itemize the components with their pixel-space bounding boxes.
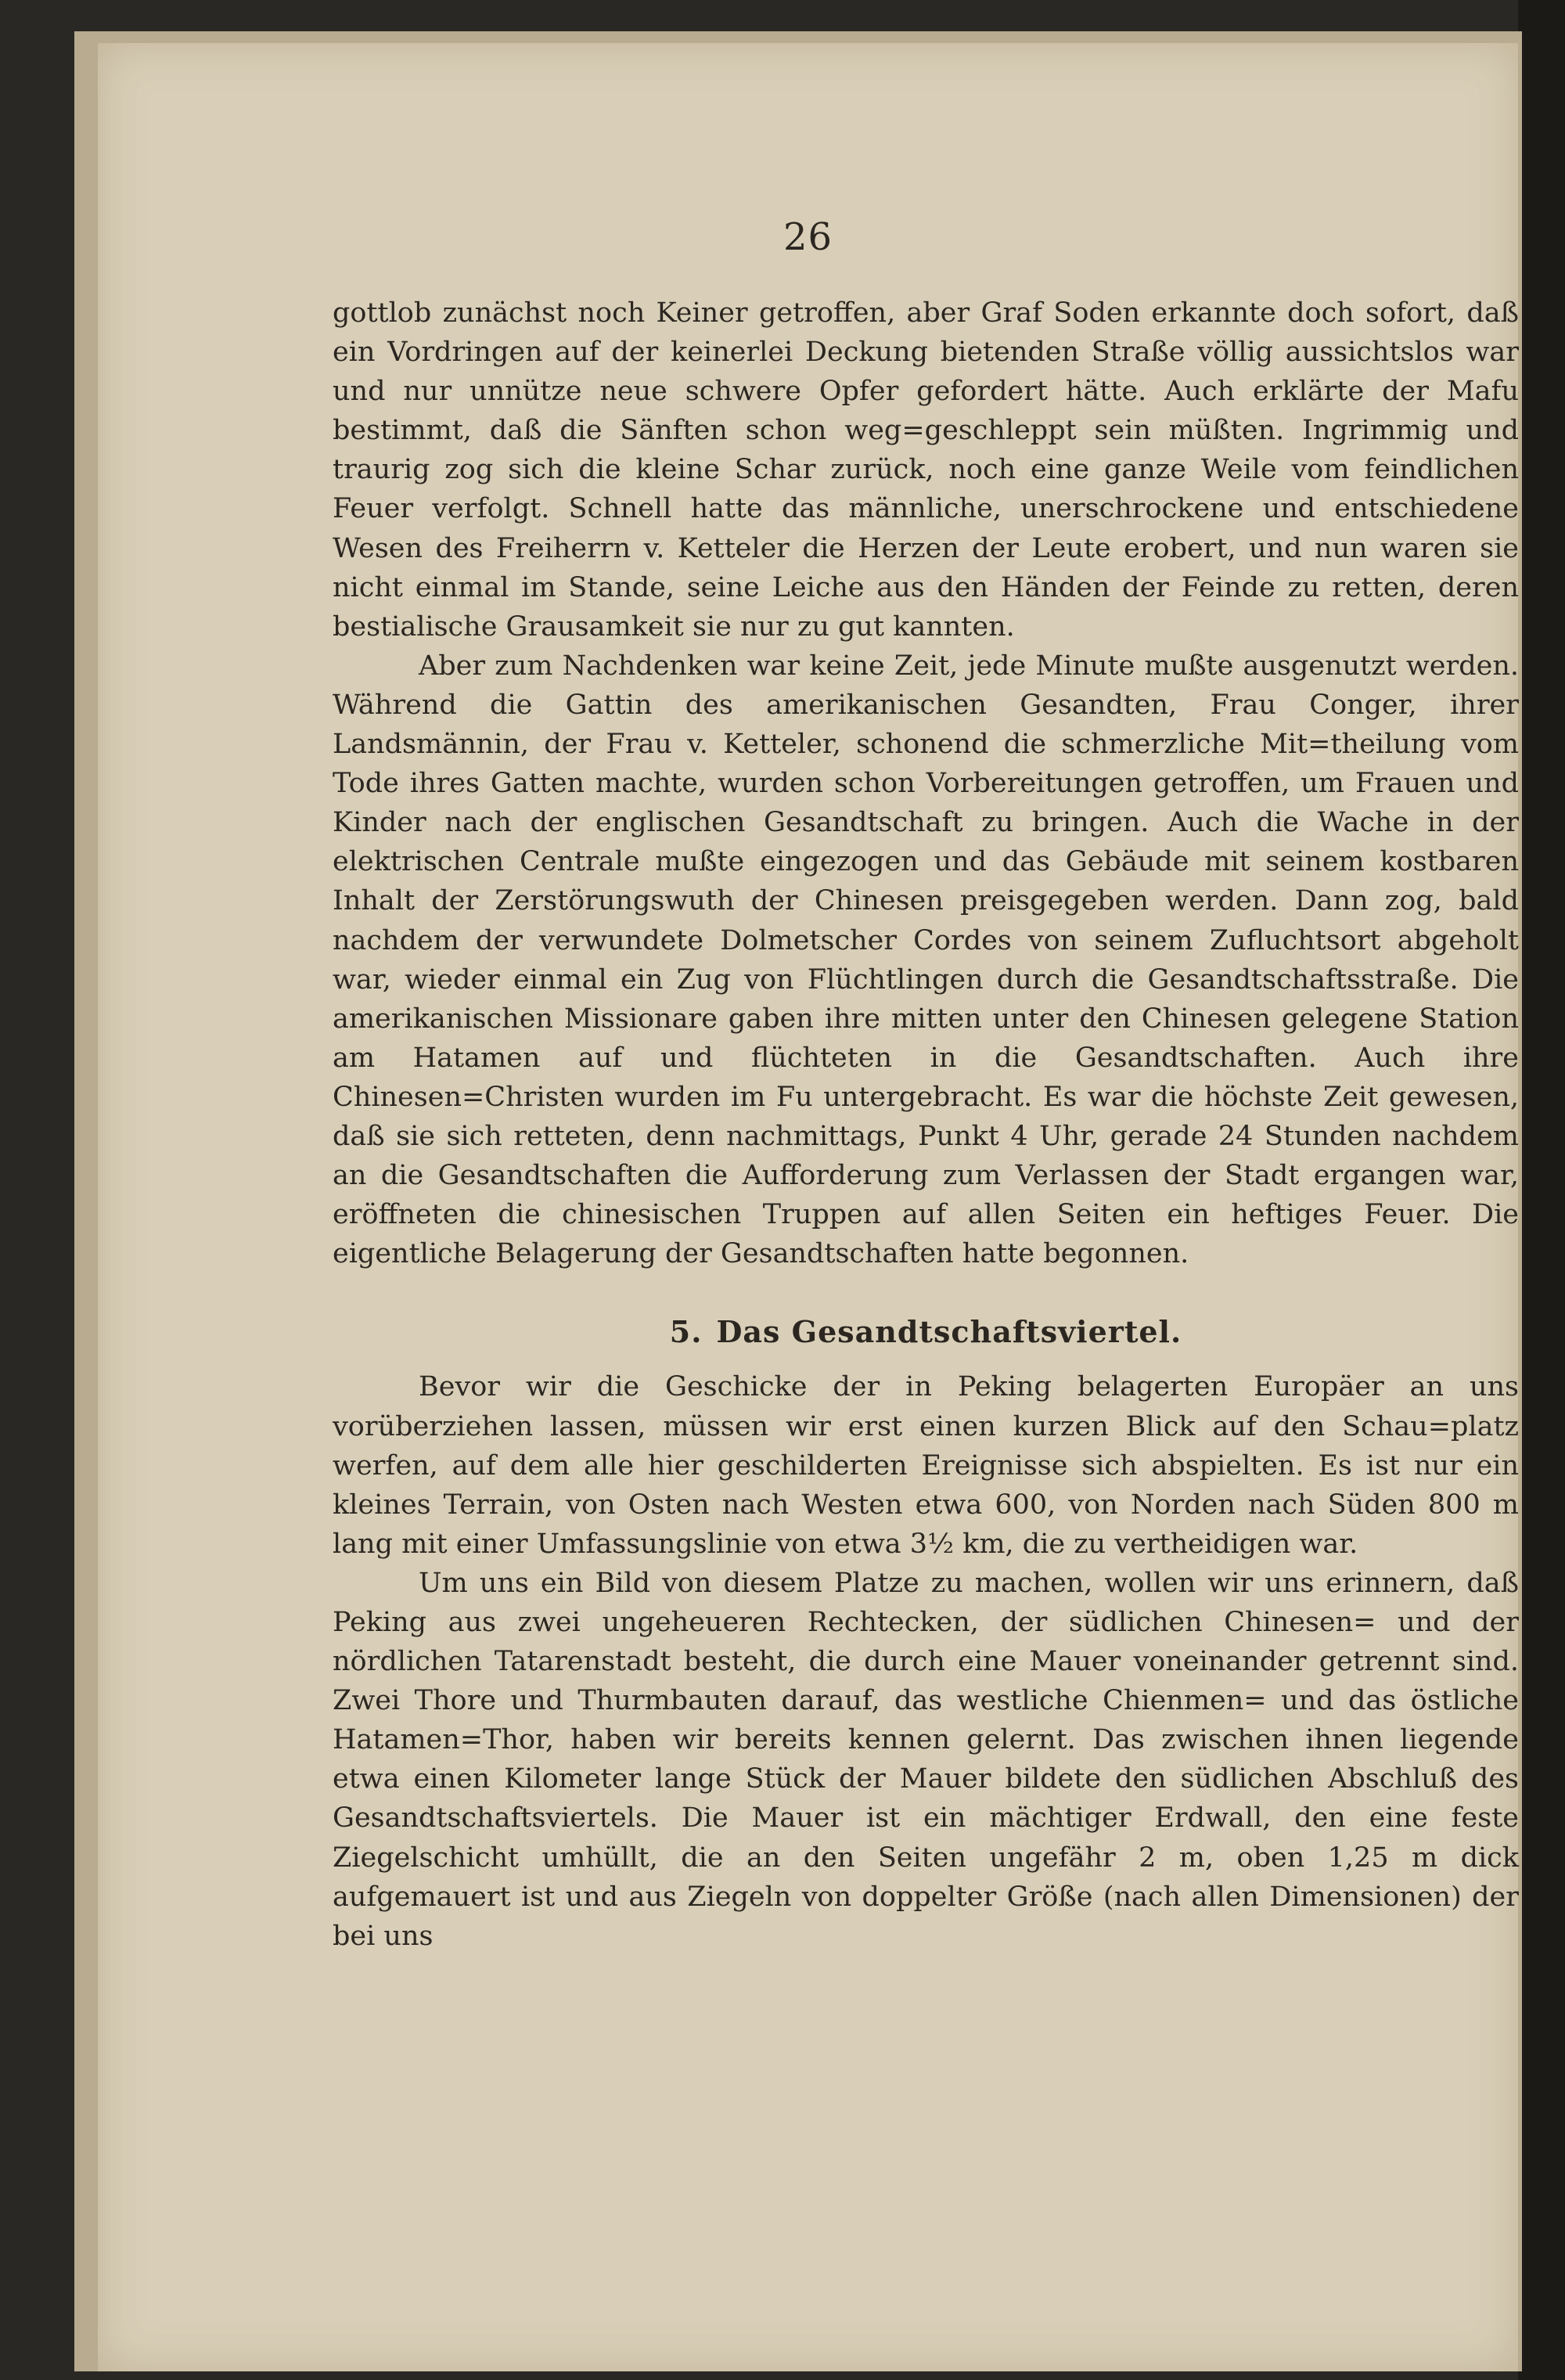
section-heading <box>333 1312 1519 1352</box>
page-number: 26 <box>782 215 833 259</box>
section-number: 5. <box>669 1314 703 1350</box>
paragraph: Bevor wir die Geschicke der in Peking belagerten Europäer an uns vorüberziehen lassen, müssen wir erst einen kurzen Blick auf den Schau=platz werfen, auf dem alle hier geschilderten Ereignisse sich abspielten. Es ist nur ein kleines Terrain, von Osten nach Westen etwa 600, von Norden nach Süden 800 m lang mit einer Umfassungslinie von etwa 3½ km, die zu vertheidigen war. <box>333 1371 1519 1560</box>
book-page <box>98 43 1518 2371</box>
paragraph: Um uns ein Bild von diesem Platze zu machen, wollen wir uns erinnern, daß Peking aus zwei ungeheueren Rechtecken, der südlichen Chinesen= und der nördlichen Tatarenstadt besteht, die durch eine Mauer voneinander getrennt sind. Zwei Thore und Thurmbauten darauf, das westliche Chienmen= und das östliche Hatamen=Thor, haben wir bereits kennen gelernt. Das zwischen ihnen liegende etwa einen Kilometer lange Stück der Mauer bildete den südlichen Abschluß des Gesandtschaftsviertels. Die Mauer ist ein mächtiger Erdwall, den eine feste Ziegelschicht umhüllt, die an den Seiten ungefähr 2 m, oben 1,25 m dick aufgemauert ist und aus Ziegeln von doppelter Größe (nach allen Dimensionen) der bei uns <box>333 1567 1519 1952</box>
section-title: Das Gesandtschaftsviertel. <box>716 1314 1182 1350</box>
section-spacer <box>333 1273 1519 1312</box>
paragraph: Aber zum Nachdenken war keine Zeit, jede Minute mußte ausgenutzt werden. Während die Gattin des amerikanischen Gesandten, Frau Conger, ihrer Landsmännin, der Frau v. Ketteler, schonend die schmerzliche Mit=theilung vom Tode ihres Gatten machte, wurden schon Vorbereitungen getroffen, um Frauen und Kinder nach der englischen Gesandtschaft zu bringen. Auch die Wache in der elektrischen Centrale mußte eingezogen und das Gebäude mit seinem kostbaren Inhalt der Zerstörungswuth der Chinesen preisgegeben werden. Dann zog, bald nachdem der verwundete Dolmetscher Cordes von seinem Zufluchtsort abgeholt war, wieder einmal ein Zug von Flüchtlingen durch die Gesandtschaftsstraße. Die amerikanischen Missionare gaben ihre mitten unter den Chinesen gelegene Station am Hatamen auf und flüchteten in die Gesandtschaften. Auch ihre Chinesen=Christen wurden im Fu untergebracht. Es war die höchste Zeit gewesen, daß sie sich retteten, denn nachmittags, Punkt 4 Uhr, gerade 24 Stunden nachdem an die Gesandtschaften die Aufforderung zum Verlassen der Stadt ergangen war, eröffneten die chinesischen Truppen auf allen Seiten ein heftiges Feuer. Die eigentliche Belagerung der Gesandtschaften hatte begonnen. <box>333 650 1519 1270</box>
body-text <box>333 293 1519 1956</box>
book-cover-edge <box>1518 0 1565 2380</box>
paragraph-continuation: gottlob zunächst noch Keiner getroffen, aber Graf Soden erkannte doch sofort, daß ein Vordringen auf der keinerlei Deckung bietenden Straße völlig aussichtslos war und nur unnütze neue schwere Opfer gefordert hätte. Auch erklärte der Mafu bestimmt, daß die Sänften schon weg=geschleppt sein müßten. Ingrimmig und traurig zog sich die kleine Schar zurück, noch eine ganze Weile vom feindlichen Feuer verfolgt. Schnell hatte das männliche, unerschrockene und entschiedene Wesen des Freiherrn v. Ketteler die Herzen der Leute erobert, und nun waren sie nicht einmal im Stande, seine Leiche aus den Händen der Feinde zu retten, deren bestialische Grausamkeit sie nur zu gut kannten. <box>333 297 1519 643</box>
section-spacer <box>333 1352 1519 1367</box>
